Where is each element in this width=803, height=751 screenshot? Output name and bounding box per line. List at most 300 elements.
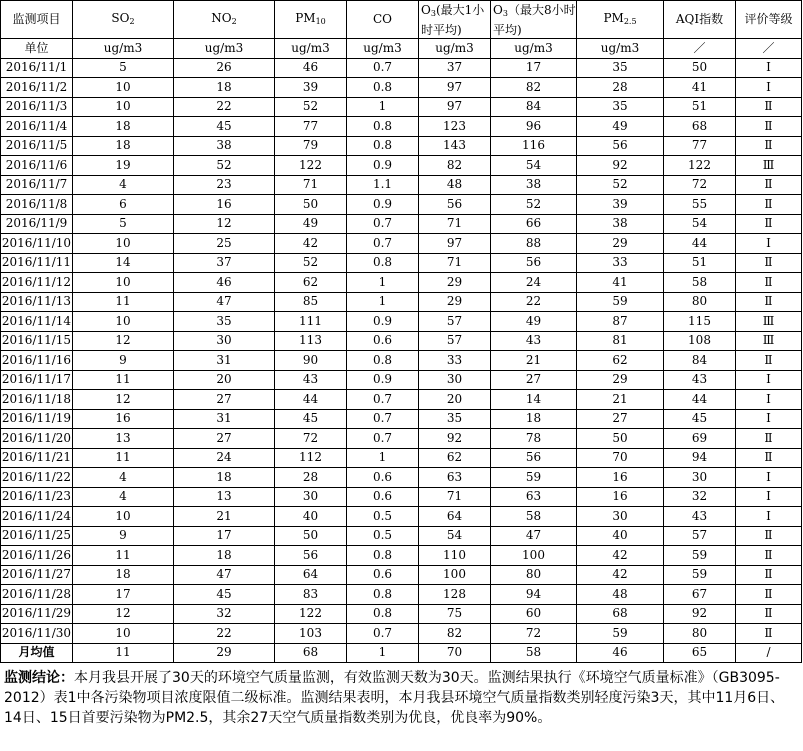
cell-aqi: 115 <box>664 312 736 332</box>
cell-pm25: 16 <box>577 468 664 488</box>
cell-date: 2016/11/6 <box>1 156 73 176</box>
cell-grade: Ⅰ <box>736 468 802 488</box>
cell-aqi: 50 <box>664 58 736 78</box>
cell-pm10: 50 <box>275 195 347 215</box>
cell-date: 2016/11/24 <box>1 507 73 527</box>
cell-no2: 47 <box>174 565 275 585</box>
cell-o3-1h: 29 <box>419 292 491 312</box>
cell-co: 1.1 <box>347 175 419 195</box>
cell-pm25: 59 <box>577 292 664 312</box>
cell-o3-8h: 14 <box>491 390 577 410</box>
cell-date: 2016/11/22 <box>1 468 73 488</box>
cell-pm10: 39 <box>275 78 347 98</box>
unit-so2: ug/m3 <box>73 39 174 59</box>
unit-no2: ug/m3 <box>174 39 275 59</box>
cell-date: 2016/11/17 <box>1 370 73 390</box>
average-co: 1 <box>347 643 419 663</box>
cell-aqi: 51 <box>664 253 736 273</box>
cell-o3-1h: 123 <box>419 117 491 137</box>
cell-no2: 20 <box>174 370 275 390</box>
cell-aqi: 94 <box>664 448 736 468</box>
unit-co: ug/m3 <box>347 39 419 59</box>
cell-pm25: 42 <box>577 565 664 585</box>
cell-o3-1h: 92 <box>419 429 491 449</box>
header-aqi: AQI指数 <box>664 1 736 39</box>
cell-co: 1 <box>347 273 419 293</box>
cell-grade: Ⅱ <box>736 604 802 624</box>
unit-grade: ／ <box>736 39 802 59</box>
cell-o3-8h: 54 <box>491 156 577 176</box>
cell-grade: Ⅱ <box>736 117 802 137</box>
cell-grade: Ⅱ <box>736 585 802 605</box>
cell-aqi: 67 <box>664 585 736 605</box>
cell-so2: 5 <box>73 214 174 234</box>
cell-pm25: 81 <box>577 331 664 351</box>
cell-o3-8h: 56 <box>491 253 577 273</box>
cell-o3-8h: 80 <box>491 565 577 585</box>
header-row <box>1 1 802 39</box>
cell-o3-8h: 96 <box>491 117 577 137</box>
cell-so2: 10 <box>73 97 174 117</box>
cell-aqi: 30 <box>664 468 736 488</box>
cell-grade: Ⅲ <box>736 331 802 351</box>
cell-aqi: 92 <box>664 604 736 624</box>
cell-so2: 18 <box>73 136 174 156</box>
table-row <box>1 117 802 137</box>
cell-pm10: 85 <box>275 292 347 312</box>
cell-date: 2016/11/15 <box>1 331 73 351</box>
cell-o3-1h: 97 <box>419 97 491 117</box>
cell-co: 0.8 <box>347 78 419 98</box>
cell-o3-1h: 110 <box>419 546 491 566</box>
cell-o3-8h: 38 <box>491 175 577 195</box>
cell-grade: Ⅰ <box>736 487 802 507</box>
cell-pm25: 49 <box>577 117 664 137</box>
cell-co: 0.7 <box>347 429 419 449</box>
cell-o3-8h: 47 <box>491 526 577 546</box>
unit-o3-8h: ug/m3 <box>491 39 577 59</box>
cell-date: 2016/11/12 <box>1 273 73 293</box>
table-row <box>1 175 802 195</box>
cell-no2: 47 <box>174 292 275 312</box>
cell-date: 2016/11/9 <box>1 214 73 234</box>
header-pm10: $PM_{10}$ <box>275 1 347 39</box>
cell-so2: 12 <box>73 390 174 410</box>
cell-aqi: 69 <box>664 429 736 449</box>
units-label: 单位 <box>1 39 73 59</box>
cell-date: 2016/11/4 <box>1 117 73 137</box>
cell-o3-8h: 22 <box>491 292 577 312</box>
table-row <box>1 58 802 78</box>
header-so2: $SO_2$ <box>73 1 174 39</box>
table-row <box>1 448 802 468</box>
cell-pm10: 45 <box>275 409 347 429</box>
cell-so2: 14 <box>73 253 174 273</box>
cell-date: 2016/11/1 <box>1 58 73 78</box>
cell-o3-1h: 63 <box>419 468 491 488</box>
cell-no2: 31 <box>174 351 275 371</box>
cell-date: 2016/11/19 <box>1 409 73 429</box>
cell-no2: 25 <box>174 234 275 254</box>
cell-so2: 12 <box>73 331 174 351</box>
cell-no2: 18 <box>174 546 275 566</box>
cell-so2: 4 <box>73 468 174 488</box>
cell-no2: 17 <box>174 526 275 546</box>
cell-date: 2016/11/27 <box>1 565 73 585</box>
table-row <box>1 585 802 605</box>
cell-date: 2016/11/26 <box>1 546 73 566</box>
cell-pm10: 44 <box>275 390 347 410</box>
cell-co: 0.5 <box>347 507 419 527</box>
cell-pm10: 64 <box>275 565 347 585</box>
cell-no2: 45 <box>174 117 275 137</box>
table-row <box>1 78 802 98</box>
cell-pm25: 70 <box>577 448 664 468</box>
cell-o3-1h: 29 <box>419 273 491 293</box>
cell-pm10: 122 <box>275 604 347 624</box>
header-o3-8h: $O_3$（最大8小时平均) <box>491 1 577 39</box>
cell-so2: 12 <box>73 604 174 624</box>
table-row <box>1 507 802 527</box>
cell-date: 2016/11/21 <box>1 448 73 468</box>
cell-grade: Ⅰ <box>736 409 802 429</box>
cell-aqi: 54 <box>664 214 736 234</box>
cell-aqi: 44 <box>664 234 736 254</box>
cell-no2: 12 <box>174 214 275 234</box>
conclusion-label: 监测结论： <box>4 670 74 686</box>
table-row <box>1 214 802 234</box>
unit-aqi: ／ <box>664 39 736 59</box>
cell-grade: Ⅱ <box>736 351 802 371</box>
cell-aqi: 57 <box>664 526 736 546</box>
cell-pm10: 71 <box>275 175 347 195</box>
units-row <box>1 39 802 59</box>
cell-so2: 9 <box>73 526 174 546</box>
cell-grade: Ⅰ <box>736 78 802 98</box>
table-body <box>1 1 802 663</box>
cell-o3-8h: 21 <box>491 351 577 371</box>
cell-pm25: 35 <box>577 97 664 117</box>
cell-pm25: 21 <box>577 390 664 410</box>
cell-o3-1h: 82 <box>419 156 491 176</box>
table-row <box>1 312 802 332</box>
table-row <box>1 546 802 566</box>
average-row <box>1 643 802 663</box>
cell-aqi: 51 <box>664 97 736 117</box>
cell-o3-8h: 27 <box>491 370 577 390</box>
cell-no2: 16 <box>174 195 275 215</box>
average-grade: / <box>736 643 802 663</box>
cell-grade: Ⅱ <box>736 429 802 449</box>
cell-pm25: 29 <box>577 234 664 254</box>
average-so2: 11 <box>73 643 174 663</box>
cell-pm10: 40 <box>275 507 347 527</box>
cell-aqi: 41 <box>664 78 736 98</box>
cell-so2: 10 <box>73 507 174 527</box>
cell-o3-1h: 37 <box>419 58 491 78</box>
cell-aqi: 77 <box>664 136 736 156</box>
cell-o3-8h: 60 <box>491 604 577 624</box>
cell-date: 2016/11/28 <box>1 585 73 605</box>
cell-co: 0.9 <box>347 312 419 332</box>
cell-aqi: 44 <box>664 390 736 410</box>
cell-o3-1h: 33 <box>419 351 491 371</box>
table-row <box>1 351 802 371</box>
cell-pm25: 48 <box>577 585 664 605</box>
cell-no2: 24 <box>174 448 275 468</box>
cell-o3-1h: 54 <box>419 526 491 546</box>
cell-o3-1h: 97 <box>419 78 491 98</box>
cell-pm25: 28 <box>577 78 664 98</box>
cell-aqi: 84 <box>664 351 736 371</box>
cell-o3-1h: 71 <box>419 253 491 273</box>
table-row <box>1 370 802 390</box>
cell-co: 0.6 <box>347 487 419 507</box>
cell-o3-1h: 64 <box>419 507 491 527</box>
cell-co: 0.8 <box>347 546 419 566</box>
cell-date: 2016/11/16 <box>1 351 73 371</box>
cell-o3-8h: 78 <box>491 429 577 449</box>
cell-co: 0.9 <box>347 156 419 176</box>
header-item: 监测项目 <box>1 1 73 39</box>
cell-so2: 5 <box>73 58 174 78</box>
cell-o3-8h: 82 <box>491 78 577 98</box>
cell-co: 0.8 <box>347 117 419 137</box>
cell-so2: 11 <box>73 448 174 468</box>
cell-date: 2016/11/11 <box>1 253 73 273</box>
cell-pm25: 59 <box>577 624 664 644</box>
cell-grade: Ⅰ <box>736 234 802 254</box>
average-aqi: 65 <box>664 643 736 663</box>
cell-date: 2016/11/23 <box>1 487 73 507</box>
cell-o3-1h: 30 <box>419 370 491 390</box>
cell-o3-8h: 52 <box>491 195 577 215</box>
cell-grade: Ⅱ <box>736 565 802 585</box>
cell-co: 0.7 <box>347 390 419 410</box>
cell-o3-1h: 71 <box>419 487 491 507</box>
cell-aqi: 45 <box>664 409 736 429</box>
cell-co: 1 <box>347 448 419 468</box>
table-row <box>1 156 802 176</box>
header-co: CO <box>347 1 419 39</box>
cell-o3-1h: 128 <box>419 585 491 605</box>
header-o3-1h: $O_3$(最大1小时平均) <box>419 1 491 39</box>
cell-pm10: 122 <box>275 156 347 176</box>
cell-co: 0.9 <box>347 195 419 215</box>
cell-pm10: 50 <box>275 526 347 546</box>
cell-date: 2016/11/29 <box>1 604 73 624</box>
cell-o3-8h: 56 <box>491 448 577 468</box>
cell-co: 0.6 <box>347 468 419 488</box>
cell-so2: 10 <box>73 624 174 644</box>
cell-pm25: 41 <box>577 273 664 293</box>
header-no2: $NO_2$ <box>174 1 275 39</box>
cell-pm25: 87 <box>577 312 664 332</box>
conclusion-text: 本月我县开展了30天的环境空气质量监测，有效监测天数为30天。监测结果执行《环境空气质量标准》（GB3095-2012）表1中各污染物项目浓度限值二级标准。监测结果表明，本月我县环境空气质量指数类别轻度污染3天，其中11月6日、14日、15日首要污染物为PM2.5，其余27天空气质量指数类别为优良，优良率为90%。 <box>4 670 785 726</box>
cell-pm10: 77 <box>275 117 347 137</box>
table-row <box>1 195 802 215</box>
cell-pm10: 52 <box>275 253 347 273</box>
cell-o3-1h: 57 <box>419 331 491 351</box>
cell-o3-1h: 143 <box>419 136 491 156</box>
table-row <box>1 331 802 351</box>
cell-o3-8h: 84 <box>491 97 577 117</box>
cell-aqi: 58 <box>664 273 736 293</box>
cell-pm25: 62 <box>577 351 664 371</box>
cell-grade: Ⅱ <box>736 214 802 234</box>
cell-o3-1h: 62 <box>419 448 491 468</box>
cell-o3-8h: 63 <box>491 487 577 507</box>
cell-aqi: 80 <box>664 624 736 644</box>
cell-grade: Ⅱ <box>736 97 802 117</box>
cell-o3-8h: 43 <box>491 331 577 351</box>
cell-co: 0.8 <box>347 351 419 371</box>
table-row <box>1 526 802 546</box>
cell-date: 2016/11/8 <box>1 195 73 215</box>
cell-so2: 19 <box>73 156 174 176</box>
cell-co: 0.9 <box>347 370 419 390</box>
cell-so2: 13 <box>73 429 174 449</box>
cell-co: 0.7 <box>347 409 419 429</box>
cell-co: 0.6 <box>347 565 419 585</box>
average-o3-8h: 58 <box>491 643 577 663</box>
cell-o3-8h: 18 <box>491 409 577 429</box>
cell-so2: 18 <box>73 565 174 585</box>
cell-aqi: 32 <box>664 487 736 507</box>
cell-no2: 21 <box>174 507 275 527</box>
cell-no2: 31 <box>174 409 275 429</box>
cell-date: 2016/11/10 <box>1 234 73 254</box>
cell-pm10: 72 <box>275 429 347 449</box>
cell-aqi: 72 <box>664 175 736 195</box>
cell-grade: Ⅱ <box>736 253 802 273</box>
cell-pm10: 90 <box>275 351 347 371</box>
cell-pm10: 52 <box>275 97 347 117</box>
cell-pm25: 56 <box>577 136 664 156</box>
unit-pm25: ug/m3 <box>577 39 664 59</box>
cell-so2: 10 <box>73 234 174 254</box>
unit-o3-1h: ug/m3 <box>419 39 491 59</box>
cell-so2: 4 <box>73 487 174 507</box>
cell-no2: 46 <box>174 273 275 293</box>
cell-no2: 27 <box>174 429 275 449</box>
cell-co: 0.8 <box>347 604 419 624</box>
cell-aqi: 59 <box>664 565 736 585</box>
cell-o3-8h: 17 <box>491 58 577 78</box>
cell-grade: Ⅰ <box>736 390 802 410</box>
table-row <box>1 273 802 293</box>
cell-no2: 35 <box>174 312 275 332</box>
cell-grade: Ⅱ <box>736 273 802 293</box>
cell-no2: 26 <box>174 58 275 78</box>
cell-grade: Ⅱ <box>736 448 802 468</box>
cell-o3-8h: 59 <box>491 468 577 488</box>
cell-o3-1h: 97 <box>419 234 491 254</box>
cell-pm25: 92 <box>577 156 664 176</box>
table-row <box>1 136 802 156</box>
cell-o3-8h: 116 <box>491 136 577 156</box>
cell-o3-1h: 56 <box>419 195 491 215</box>
cell-date: 2016/11/18 <box>1 390 73 410</box>
cell-co: 0.7 <box>347 58 419 78</box>
cell-grade: Ⅱ <box>736 624 802 644</box>
cell-co: 1 <box>347 292 419 312</box>
cell-pm25: 35 <box>577 58 664 78</box>
table-row <box>1 604 802 624</box>
cell-grade: Ⅰ <box>736 58 802 78</box>
average-no2: 29 <box>174 643 275 663</box>
cell-so2: 4 <box>73 175 174 195</box>
cell-o3-1h: 57 <box>419 312 491 332</box>
cell-co: 0.5 <box>347 526 419 546</box>
cell-o3-8h: 94 <box>491 585 577 605</box>
cell-o3-8h: 58 <box>491 507 577 527</box>
cell-date: 2016/11/25 <box>1 526 73 546</box>
cell-grade: Ⅱ <box>736 136 802 156</box>
table-row <box>1 624 802 644</box>
cell-pm25: 40 <box>577 526 664 546</box>
cell-grade: Ⅱ <box>736 292 802 312</box>
table-row <box>1 234 802 254</box>
cell-o3-1h: 35 <box>419 409 491 429</box>
cell-o3-1h: 82 <box>419 624 491 644</box>
cell-so2: 18 <box>73 117 174 137</box>
table-row <box>1 390 802 410</box>
cell-no2: 13 <box>174 487 275 507</box>
cell-no2: 22 <box>174 624 275 644</box>
cell-aqi: 80 <box>664 292 736 312</box>
cell-pm10: 49 <box>275 214 347 234</box>
table-row <box>1 292 802 312</box>
cell-pm10: 62 <box>275 273 347 293</box>
cell-pm10: 113 <box>275 331 347 351</box>
cell-so2: 16 <box>73 409 174 429</box>
cell-pm25: 39 <box>577 195 664 215</box>
cell-date: 2016/11/20 <box>1 429 73 449</box>
cell-no2: 18 <box>174 468 275 488</box>
cell-so2: 11 <box>73 370 174 390</box>
cell-so2: 10 <box>73 312 174 332</box>
cell-co: 0.8 <box>347 253 419 273</box>
table-row <box>1 565 802 585</box>
cell-pm25: 30 <box>577 507 664 527</box>
cell-pm25: 68 <box>577 604 664 624</box>
table-row <box>1 487 802 507</box>
cell-aqi: 59 <box>664 546 736 566</box>
cell-o3-8h: 88 <box>491 234 577 254</box>
cell-so2: 17 <box>73 585 174 605</box>
cell-pm25: 42 <box>577 546 664 566</box>
cell-pm10: 56 <box>275 546 347 566</box>
unit-pm10: ug/m3 <box>275 39 347 59</box>
cell-o3-8h: 24 <box>491 273 577 293</box>
cell-o3-8h: 49 <box>491 312 577 332</box>
cell-pm10: 111 <box>275 312 347 332</box>
cell-co: 0.8 <box>347 585 419 605</box>
cell-o3-8h: 66 <box>491 214 577 234</box>
monitoring-conclusion <box>4 668 796 728</box>
cell-pm25: 38 <box>577 214 664 234</box>
cell-pm25: 29 <box>577 370 664 390</box>
table-row <box>1 253 802 273</box>
cell-no2: 23 <box>174 175 275 195</box>
cell-date: 2016/11/3 <box>1 97 73 117</box>
cell-pm10: 46 <box>275 58 347 78</box>
header-pm25: $PM_{2.5}$ <box>577 1 664 39</box>
cell-grade: Ⅱ <box>736 546 802 566</box>
cell-co: 1 <box>347 97 419 117</box>
cell-no2: 30 <box>174 331 275 351</box>
